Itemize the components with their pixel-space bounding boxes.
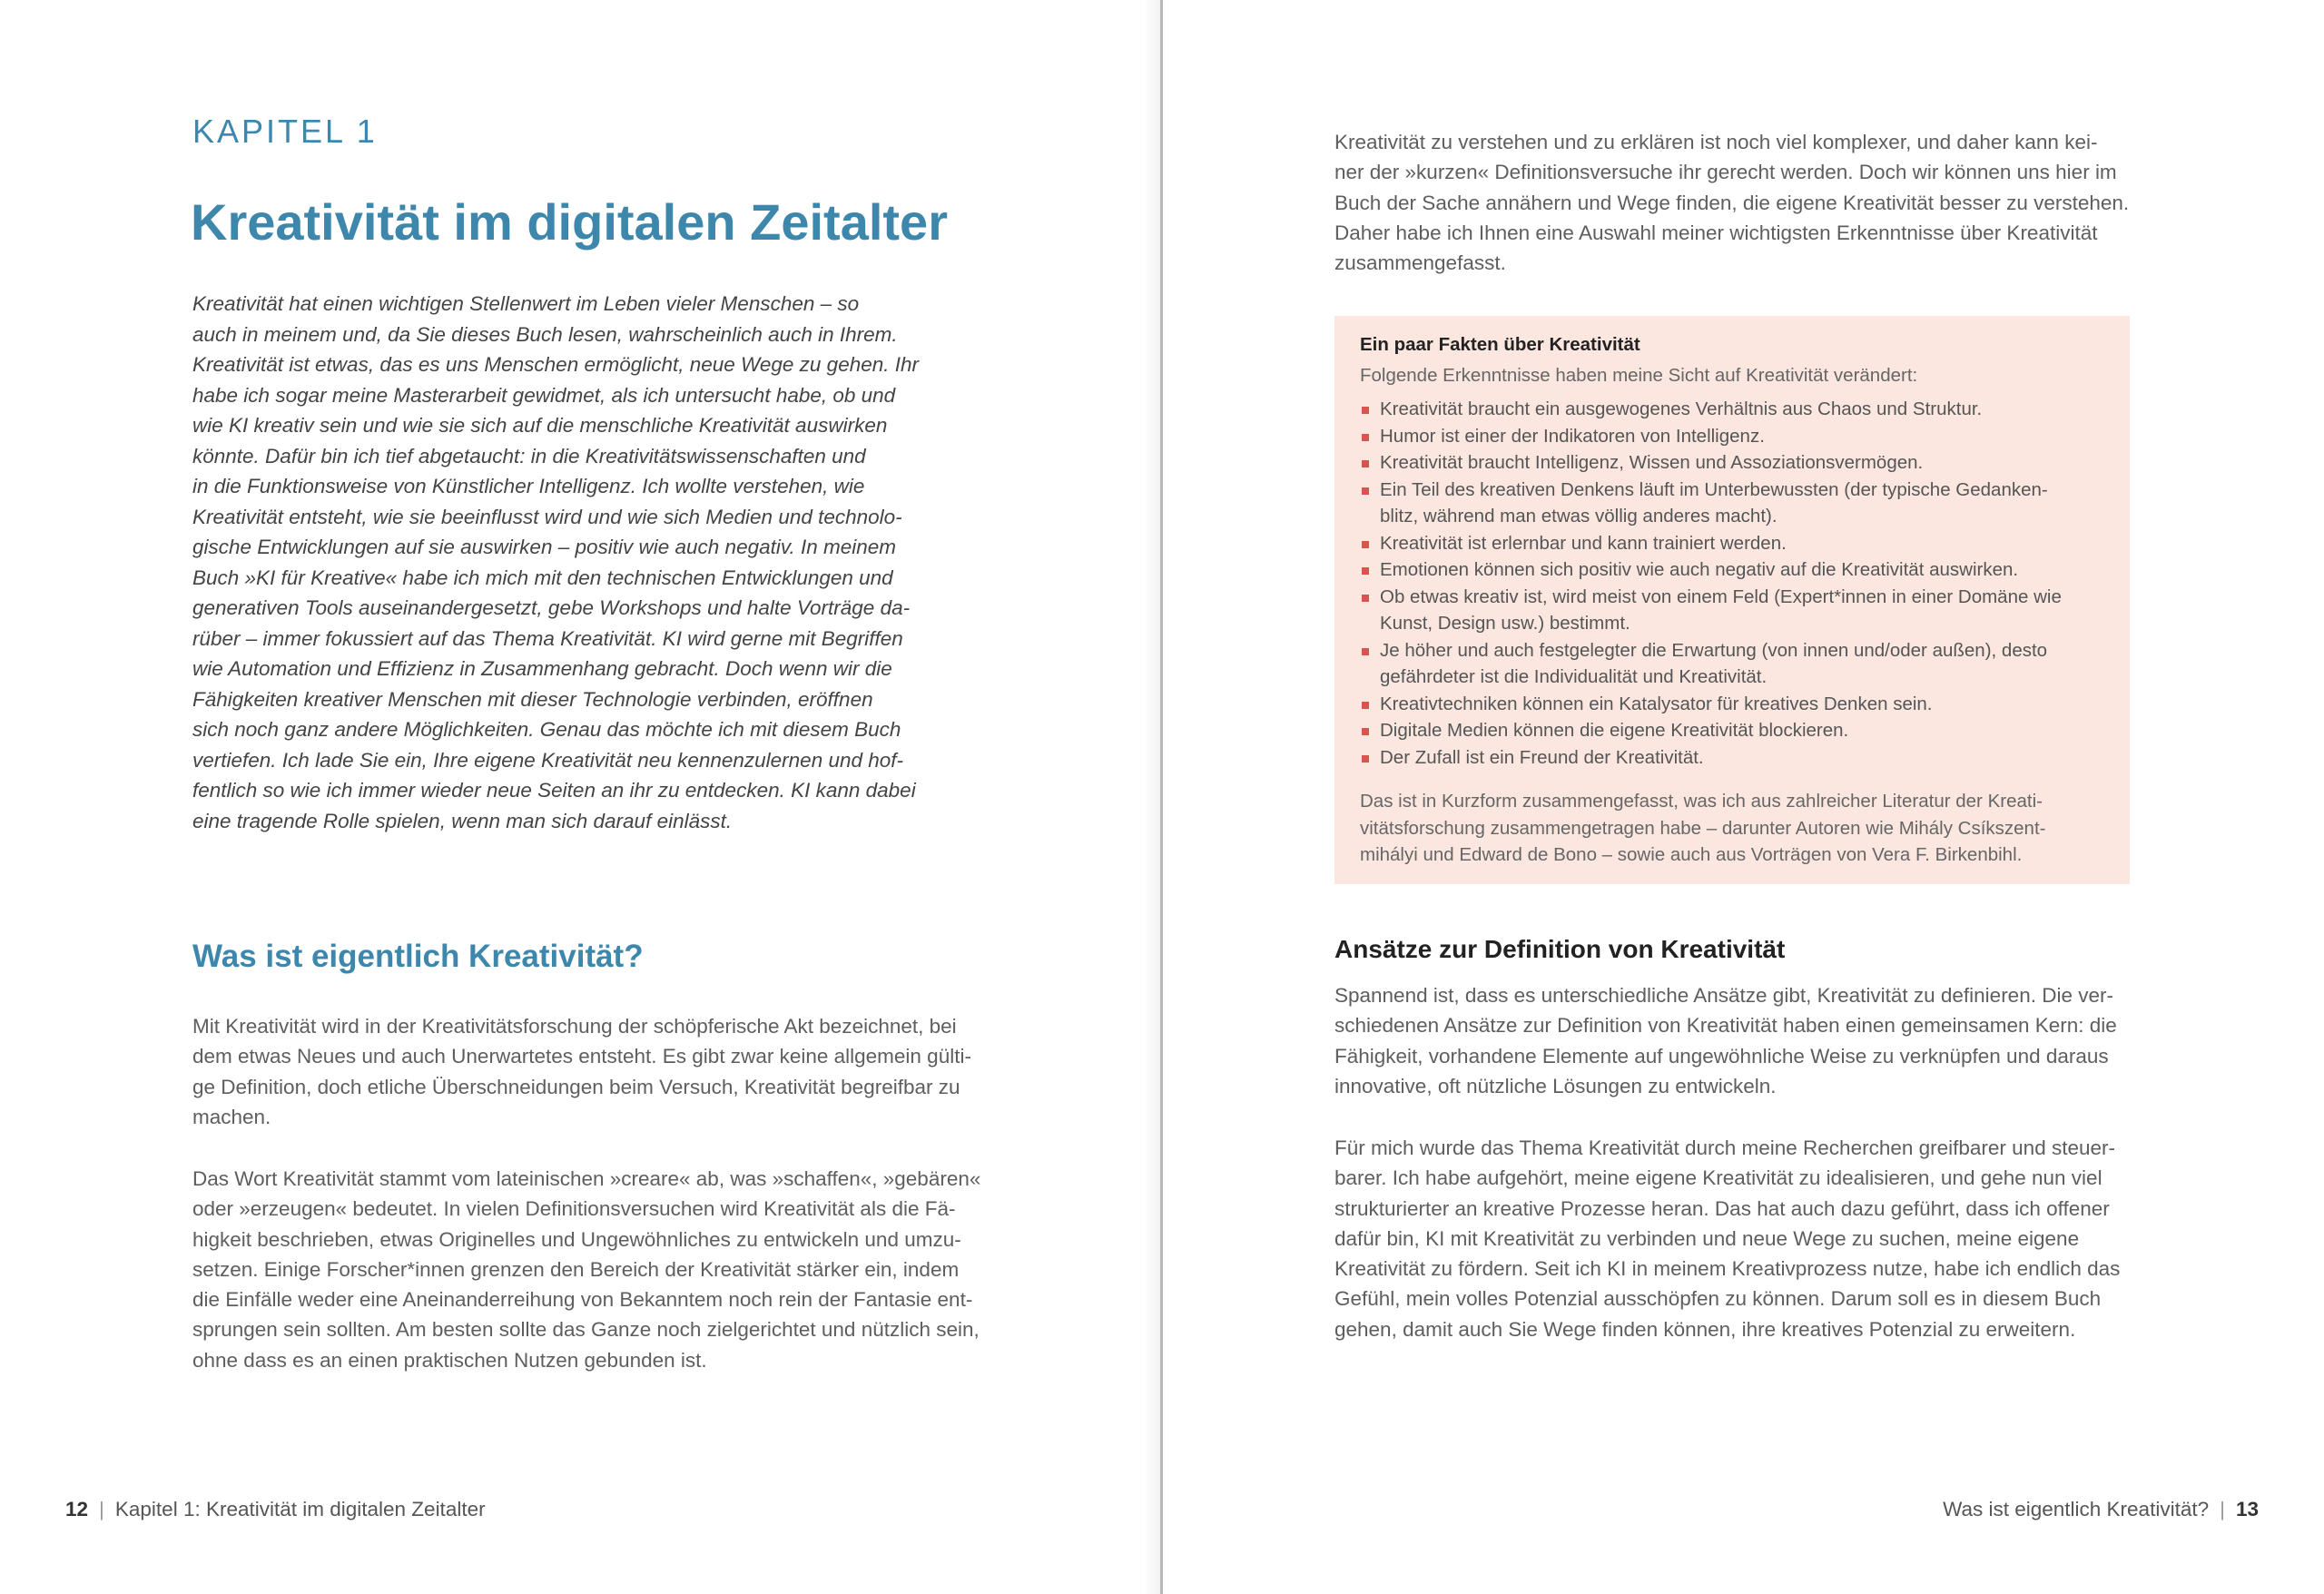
fact-item (1360, 717, 2104, 744)
bullet-icon (1362, 541, 1369, 548)
fact-item-line: Ob etwas kreativ ist, wird meist von einem Feld (Expert*innen in einer Domäne wie (1380, 585, 2062, 607)
text-line: Fähigkeiten kreativer Menschen mit dieser Technologie verbinden, eröffnen (192, 687, 873, 711)
bullet-icon (1362, 407, 1369, 414)
text-line: Spannend ist, dass es unterschiedliche Ansätze gibt, Kreativität zu definieren. Die ver- (1334, 984, 2113, 1007)
fact-item-line: Der Zufall ist ein Freund der Kreativität. (1380, 746, 1704, 768)
bullet-icon (1362, 648, 1369, 655)
footer-section-title: Was ist eigentlich Kreativität? (1943, 1498, 2210, 1520)
text-line: higkeit beschrieben, etwas Originelles und Ungewöhnliches zu entwickeln und umzu- (192, 1227, 961, 1251)
footer-left (65, 1498, 486, 1521)
bullet-icon (1362, 728, 1369, 735)
text-line: Kreativität hat einen wichtigen Stellenwert im Leben vieler Menschen – so (192, 292, 860, 315)
footer-chapter-title: Kapitel 1: Kreativität im digitalen Zeitalter (114, 1498, 486, 1520)
text-line: vitätsforschung zusammengetragen habe – darunter Autoren wie Mihály Csíkszent- (1360, 817, 2046, 839)
text-line: strukturierter an kreative Prozesse heran. Das hat auch dazu geführt, dass ich offener (1334, 1196, 2110, 1220)
bullet-icon (1362, 487, 1369, 495)
text-line: die Einfälle weder eine Aneinanderreihung von Bekanntem noch rein der Fantasie ent- (192, 1288, 973, 1312)
facts-box-lead: Folgende Erkenntnisse haben meine Sicht auf Kreativität verändert: (1360, 365, 1918, 386)
fact-item (1360, 637, 2104, 691)
text-line: Das Wort Kreativität stammt vom lateinischen »creare« ab, was »schaffen«, »gebären« (192, 1167, 981, 1190)
chapter-title: Kreativität im digitalen Zeitalter (191, 193, 948, 251)
bullet-icon (1362, 702, 1369, 709)
text-line: zusammengefasst. (1334, 251, 1506, 275)
fact-item-line: Humor ist einer der Indikatoren von Intelligenz. (1380, 425, 1765, 447)
text-line: gehen, damit auch Sie Wege finden können, ihre kreatives Potenzial zu erweitern. (1334, 1317, 2076, 1341)
facts-box-title: Ein paar Fakten über Kreativität (1360, 334, 1640, 355)
fact-item (1360, 530, 2104, 557)
bullet-icon (1362, 434, 1369, 441)
text-line: ohne dass es an einen praktischen Nutzen gebunden ist. (192, 1348, 707, 1372)
text-line: Kreativität zu fördern. Seit ich KI in meinem Kreativprozess nutze, habe ich endlich das (1334, 1257, 2121, 1281)
fact-item (1360, 423, 2104, 450)
left-paragraph-1 (192, 1011, 990, 1132)
text-line: könnte. Dafür bin ich tief abgetaucht: in die Kreativitätswissenschaften und (192, 444, 866, 467)
facts-box-outro (1360, 788, 2045, 869)
text-line: wie KI kreativ sein und wie sie sich auf die menschliche Kreativität auswirken (192, 414, 888, 437)
bullet-icon (1362, 595, 1369, 602)
text-line: setzen. Einige Forscher*innen grenzen den Bereich der Kreativität stärker ein, indem (192, 1257, 960, 1281)
fact-item (1360, 744, 2104, 772)
text-line: Mit Kreativität wird in der Kreativitätsforschung der schöpferische Akt bezeichnet, bei (192, 1015, 957, 1038)
left-paragraph-2 (192, 1164, 990, 1375)
text-line: Kreativität ist etwas, das es uns Menschen ermöglicht, neue Wege zu gehen. Ihr (192, 353, 920, 376)
fact-item-line: Kreativität braucht ein ausgewogenes Verhältnis aus Chaos und Struktur. (1380, 398, 1983, 419)
intro-paragraph (192, 289, 946, 836)
text-line: Buch der Sache annähern und Wege finden, die eigene Kreativität besser zu verstehen. (1334, 191, 2130, 214)
text-line: gische Entwicklungen auf sie auswirken – positiv wie auch negativ. In meinem (192, 536, 896, 558)
text-line: in die Funktionsweise von Künstlicher Intelligenz. Ich wollte verstehen, wie (192, 475, 865, 497)
fact-item (1360, 477, 2104, 530)
text-line: vertiefen. Ich lade Sie ein, Ihre eigene Kreativität neu kennenzulernen und hof- (192, 748, 904, 772)
fact-item-line: Digitale Medien können die eigene Kreativität blockieren. (1380, 720, 1849, 741)
fact-item-line: Ein Teil des kreativen Denkens läuft im Unterbewussten (der typische Gedanken- (1380, 478, 2048, 500)
text-line: dem etwas Neues und auch Unerwartetes entsteht. Es gibt zwar keine allgemein gülti- (192, 1045, 971, 1068)
fact-item-line: gefährdeter ist die Individualität und Kreativität. (1380, 666, 1768, 687)
footer-right (1943, 1498, 2259, 1521)
text-line: generativen Tools auseinandergesetzt, gebe Workshops und halte Vorträge da- (192, 596, 911, 619)
text-line: schiedenen Ansätze zur Definition von Kreativität haben einen gemeinsamen Kern: die (1334, 1014, 2117, 1038)
right-page (1164, 0, 2324, 1594)
fact-item-line: Emotionen können sich positiv wie auch negativ auf die Kreativität auswirken. (1380, 559, 2019, 580)
footer-separator: | (2220, 1498, 2225, 1520)
text-line: innovative, oft nützliche Lösungen zu entwickeln. (1334, 1074, 1777, 1097)
text-line: machen. (192, 1105, 271, 1128)
text-line: rüber – immer fokussiert auf das Thema Kreativität. KI wird gerne mit Begriffen (192, 626, 903, 650)
text-line: auch in meinem und, da Sie dieses Buch lesen, wahrscheinlich auch in Ihrem. (192, 322, 898, 346)
fact-item-line: blitz, während man etwas völlig anderes macht). (1380, 506, 1777, 526)
fact-item (1360, 449, 2104, 477)
text-line: Daher habe ich Ihnen eine Auswahl meiner wichtigsten Erkenntnisse über Kreativität (1334, 221, 2098, 244)
page-number-right: 13 (2235, 1498, 2259, 1520)
page-number-left: 12 (65, 1498, 89, 1520)
text-line: barer. Ich habe aufgehört, meine eigene Kreativität zu idealisieren, und gehe nun viel (1334, 1166, 2102, 1190)
fact-item (1360, 691, 2104, 718)
subheading: Ansätze zur Definition von Kreativität (1334, 935, 1786, 963)
text-line: Fähigkeit, vorhandene Elemente auf ungewöhnliche Weise zu verknüpfen und daraus (1334, 1044, 2109, 1068)
text-line: ge Definition, doch etliche Überschneidungen beim Versuch, Kreativität begreifbar zu (192, 1075, 960, 1098)
text-line: eine tragende Rolle spielen, wenn man sich darauf einlässt. (192, 809, 733, 832)
fact-item (1360, 584, 2104, 637)
text-line: oder »erzeugen« bedeutet. In vielen Definitionsversuchen wird Kreativität als die Fä- (192, 1197, 956, 1221)
text-line: habe ich sogar meine Masterarbeit gewidmet, als ich untersucht habe, ob und (192, 383, 896, 407)
bullet-icon (1362, 755, 1369, 763)
facts-list (1360, 396, 2104, 771)
fact-item-line: Kunst, Design usw.) bestimmt. (1380, 613, 1630, 634)
text-line: Kreativität entsteht, wie sie beeinflusst wird und wie sich Medien und technolo- (192, 505, 902, 528)
right-paragraph-3 (1334, 1133, 2130, 1344)
bullet-icon (1362, 567, 1369, 575)
text-line: Das ist in Kurzform zusammengefasst, was ich aus zahlreicher Literatur der Kreati- (1360, 791, 2043, 812)
text-line: Gefühl, mein volles Potenzial ausschöpfen zu können. Darum soll es in diesem Buch (1334, 1287, 2102, 1311)
text-line: sprungen sein sollten. Am besten sollte das Ganze noch zielgerichtet und nützlich sein, (192, 1318, 980, 1342)
facts-box (1334, 316, 2130, 884)
text-line: Buch »KI für Kreative« habe ich mich mit den technischen Entwicklungen und (192, 566, 893, 589)
text-line: wie Automation und Effizienz in Zusammenhang gebracht. Doch wenn wir die (192, 657, 892, 680)
text-line: sich noch ganz andere Möglichkeiten. Genau das möchte ich mit diesem Buch (192, 718, 901, 741)
left-page (0, 0, 1160, 1594)
text-line: mihályi und Edward de Bono – sowie auch aus Vorträgen von Vera F. Birkenbihl. (1360, 844, 2023, 865)
fact-item-line: Kreativität ist erlernbar und kann trainiert werden. (1380, 532, 1787, 554)
section-heading: Was ist eigentlich Kreativität? (192, 939, 644, 974)
bullet-icon (1362, 460, 1369, 467)
right-paragraph-2 (1334, 980, 2130, 1101)
fact-item-line: Kreativtechniken können ein Katalysator für kreatives Denken sein. (1380, 693, 1933, 714)
fact-item-line: Kreativität braucht Intelligenz, Wissen und Assoziationsvermögen. (1380, 452, 1924, 473)
text-line: Kreativität zu verstehen und zu erklären ist noch viel komplexer, und daher kann kei- (1334, 131, 2098, 153)
text-line: ner der »kurzen« Definitionsversuche ihr gerecht werden. Doch wir können uns hier im (1334, 161, 2117, 184)
right-paragraph-1 (1334, 127, 2130, 278)
page-gutter (1160, 0, 1163, 1594)
fact-item-line: Je höher und auch festgelegter die Erwartung (von innen und/oder außen), desto (1380, 639, 2048, 661)
chapter-label: KAPITEL 1 (192, 113, 378, 150)
fact-item (1360, 556, 2104, 584)
footer-separator: | (99, 1498, 104, 1520)
text-line: Für mich wurde das Thema Kreativität durch meine Recherchen greifbarer und steuer- (1334, 1136, 2115, 1159)
fact-item (1360, 396, 2104, 423)
text-line: fentlich so wie ich immer wieder neue Seiten an ihr zu entdecken. KI kann dabei (192, 779, 916, 802)
text-line: dafür bin, KI mit Kreativität zu verbinden und neue Wege zu suchen, meine eigene (1334, 1226, 2080, 1250)
gutter-shadow (1144, 0, 1160, 1594)
